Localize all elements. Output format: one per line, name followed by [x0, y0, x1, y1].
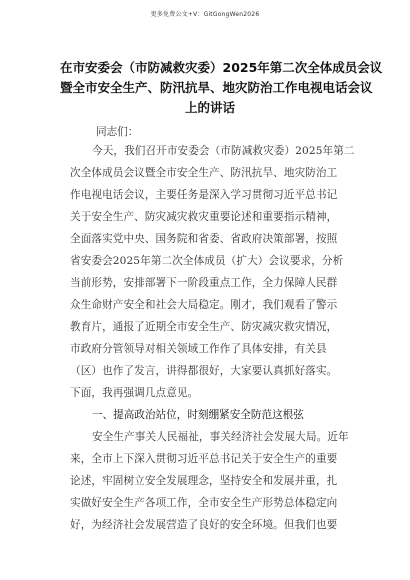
- title-line-2: 暨全市安全生产、防汛抗旱、地灾防治工作电视电话会议: [60, 80, 373, 95]
- paragraph-line: 全面落实党中央、国务院和省委、省政府决策部署，按照: [70, 233, 338, 245]
- paragraph-line: 次全体成员会议暨全市安全生产、防汛抗旱、地灾防治工: [70, 167, 338, 179]
- paragraph-line: 当前形势，安排部署下一阶段重点工作，全力保障人民群: [70, 277, 338, 289]
- paragraph-line: 实做好安全生产各项工作，全市安全生产形势总体稳定向: [70, 497, 338, 509]
- paragraph-line: 作电视电话会议，主要任务是深入学习贯彻习近平总书记: [70, 189, 338, 201]
- paragraph-line: 省安委会2025年第二次全体成员（扩大）会议要求，分析: [70, 255, 344, 267]
- paragraph-line: 市政府分管领导对相关领域工作作了具体安排，有关县: [70, 343, 327, 355]
- paragraph-line: 下面，我再强调几点意见。: [70, 387, 199, 399]
- paragraph-line: 来，全市上下深入贯彻习近平总书记关于安全生产的重要: [70, 453, 338, 465]
- title-line-1: 在市安委会（市防减救灾委）2025年第二次全体成员会议: [60, 60, 383, 75]
- paragraph-line: 教育片，通报了近期全市安全生产、防灾减灾救灾情况，: [70, 321, 338, 333]
- title-line-3: 上的讲话: [184, 100, 235, 115]
- paragraph-1: [70, 140, 360, 404]
- paragraph-line: （区）也作了发言，讲得都很好，大家要认真抓好落实。: [70, 365, 338, 377]
- section-heading-1: 一、提高政治站位，时刻绷紧安全防范这根弦: [92, 409, 304, 421]
- paragraph-line: 关于安全生产、防灾减灾救灾重要论述和重要指示精神，: [70, 211, 338, 223]
- greeting: 同志们：: [96, 126, 139, 138]
- paragraph-line: 安全生产事关人民福祉，事关经济社会发展大局。近年: [92, 431, 349, 443]
- paragraph-line: 众生命财产安全和社会大局稳定。刚才，我们观看了警示: [70, 299, 338, 311]
- paragraph-line: 论述，牢固树立安全发展理念，坚持安全和发展并重，扎: [70, 475, 338, 487]
- paragraph-line: 好，为经济社会发展营造了良好的安全环境。但我们也要: [70, 519, 338, 531]
- header-note: 更多免费公文+V：GitGongWen2026: [150, 11, 260, 18]
- paragraph-2: [70, 426, 360, 536]
- document-title: [60, 58, 383, 118]
- paragraph-line: 今天，我们召开市安委会（市防减救灾委）2025年第二: [92, 145, 355, 157]
